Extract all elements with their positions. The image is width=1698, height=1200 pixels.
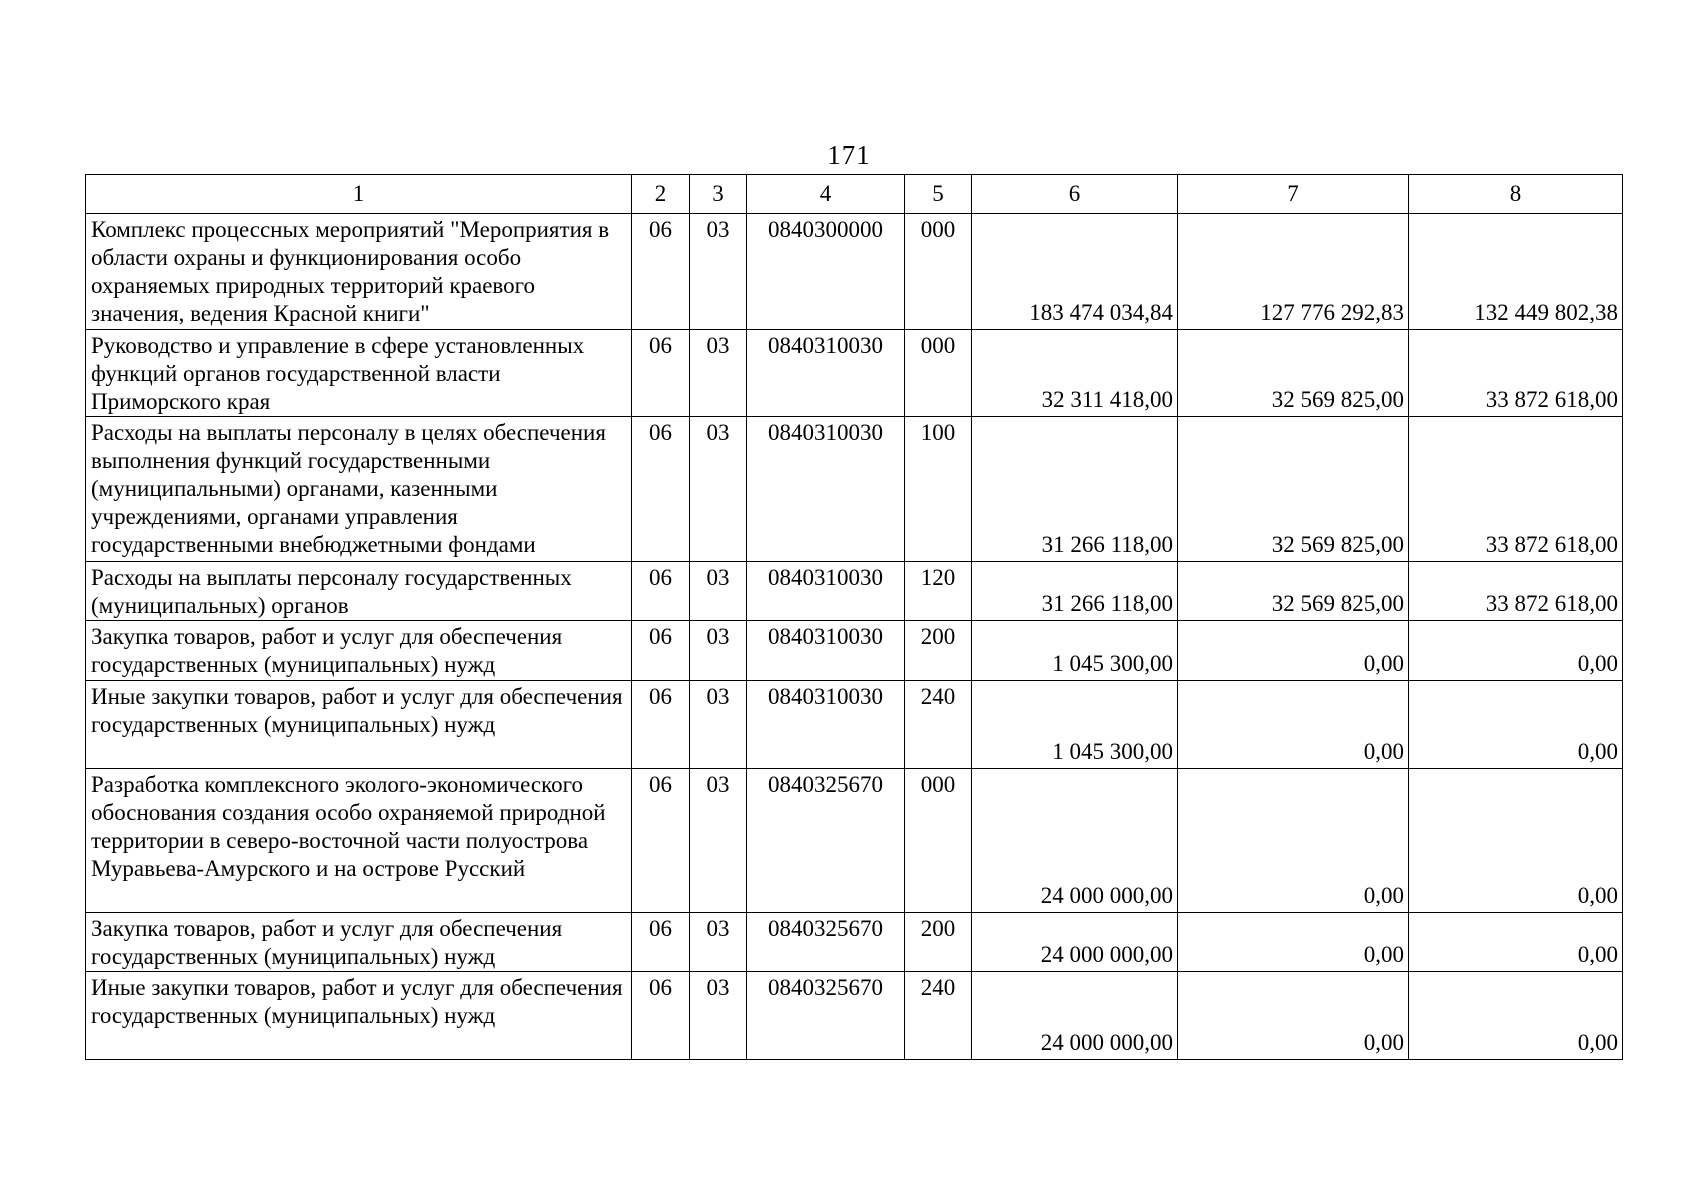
row-name: Расходы на выплаты персоналу в целях обеспечения выполнения функций государственными (муниципальными) органами, казенными учреждениями, органами управления государственными внебюджетными фондами [86, 417, 632, 562]
amount-col-8: 0,00 [1409, 972, 1623, 1060]
amount-col-8: 0,00 [1409, 913, 1623, 972]
amount-col-7: 127 776 292,83 [1178, 214, 1409, 330]
expense-type-code: 200 [905, 621, 972, 681]
row-name: Расходы на выплаты персоналу государственных (муниципальных) органов [86, 562, 632, 621]
amount-col-8: 0,00 [1409, 769, 1623, 913]
section-code: 06 [632, 562, 690, 621]
subsection-code: 03 [690, 417, 747, 562]
header-cell-5: 5 [905, 175, 972, 214]
amount-col-6: 24 000 000,00 [972, 769, 1178, 913]
subsection-code: 03 [690, 769, 747, 913]
table-row [86, 330, 1623, 417]
table-row [86, 214, 1623, 330]
header-cell-4: 4 [747, 175, 905, 214]
table-row [86, 972, 1623, 1060]
amount-col-7: 0,00 [1178, 913, 1409, 972]
subsection-code: 03 [690, 913, 747, 972]
amount-col-6: 31 266 118,00 [972, 417, 1178, 562]
amount-col-7: 32 569 825,00 [1178, 417, 1409, 562]
target-article-code: 0840310030 [747, 681, 905, 769]
section-code: 06 [632, 417, 690, 562]
expense-type-code: 000 [905, 214, 972, 330]
amount-col-6: 1 045 300,00 [972, 621, 1178, 681]
table-row [86, 417, 1623, 562]
subsection-code: 03 [690, 621, 747, 681]
target-article-code: 0840310030 [747, 621, 905, 681]
row-name: Руководство и управление в сфере установленных функций органов государственной власти Приморского края [86, 330, 632, 417]
table-row [86, 769, 1623, 913]
amount-col-7: 32 569 825,00 [1178, 330, 1409, 417]
amount-col-7: 0,00 [1178, 769, 1409, 913]
subsection-code: 03 [690, 562, 747, 621]
header-cell-7: 7 [1178, 175, 1409, 214]
amount-col-8: 33 872 618,00 [1409, 417, 1623, 562]
table-row [86, 562, 1623, 621]
target-article-code: 0840310030 [747, 330, 905, 417]
expense-type-code: 120 [905, 562, 972, 621]
section-code: 06 [632, 972, 690, 1060]
amount-col-8: 0,00 [1409, 681, 1623, 769]
target-article-code: 0840325670 [747, 769, 905, 913]
section-code: 06 [632, 621, 690, 681]
target-article-code: 0840310030 [747, 417, 905, 562]
amount-col-7: 0,00 [1178, 972, 1409, 1060]
row-name: Разработка комплексного эколого-экономического обоснования создания особо охраняемой природной территории в северо-восточной части полуострова Муравьева-Амурского и на острове Русский [86, 769, 632, 913]
amount-col-6: 24 000 000,00 [972, 972, 1178, 1060]
row-name: Комплекс процессных мероприятий "Мероприятия в области охраны и функционирования особо охраняемых природных территорий краевого значения, ведения Красной книги" [86, 214, 632, 330]
section-code: 06 [632, 330, 690, 417]
page-number: 171 [827, 140, 871, 170]
row-name: Иные закупки товаров, работ и услуг для обеспечения государственных (муниципальных) нужд [86, 972, 632, 1060]
expense-type-code: 000 [905, 769, 972, 913]
amount-col-6: 183 474 034,84 [972, 214, 1178, 330]
target-article-code: 0840310030 [747, 562, 905, 621]
amount-col-7: 0,00 [1178, 681, 1409, 769]
table-row [86, 681, 1623, 769]
table-row [86, 913, 1623, 972]
expense-type-code: 240 [905, 681, 972, 769]
expense-type-code: 200 [905, 913, 972, 972]
target-article-code: 0840325670 [747, 972, 905, 1060]
header-cell-1: 1 [86, 175, 632, 214]
amount-col-6: 1 045 300,00 [972, 681, 1178, 769]
amount-col-8: 0,00 [1409, 621, 1623, 681]
expense-type-code: 240 [905, 972, 972, 1060]
section-code: 06 [632, 913, 690, 972]
header-cell-2: 2 [632, 175, 690, 214]
section-code: 06 [632, 681, 690, 769]
amount-col-6: 32 311 418,00 [972, 330, 1178, 417]
subsection-code: 03 [690, 972, 747, 1060]
row-name: Закупка товаров, работ и услуг для обеспечения государственных (муниципальных) нужд [86, 621, 632, 681]
header-cell-6: 6 [972, 175, 1178, 214]
amount-col-6: 24 000 000,00 [972, 913, 1178, 972]
amount-col-8: 33 872 618,00 [1409, 330, 1623, 417]
amount-col-6: 31 266 118,00 [972, 562, 1178, 621]
expense-type-code: 000 [905, 330, 972, 417]
subsection-code: 03 [690, 330, 747, 417]
section-code: 06 [632, 769, 690, 913]
header-cell-8: 8 [1409, 175, 1623, 214]
target-article-code: 0840325670 [747, 913, 905, 972]
row-name: Иные закупки товаров, работ и услуг для обеспечения государственных (муниципальных) нужд [86, 681, 632, 769]
header-cell-3: 3 [690, 175, 747, 214]
amount-col-7: 0,00 [1178, 621, 1409, 681]
amount-col-7: 32 569 825,00 [1178, 562, 1409, 621]
target-article-code: 0840300000 [747, 214, 905, 330]
expense-type-code: 100 [905, 417, 972, 562]
budget-table [85, 174, 1623, 1060]
amount-col-8: 33 872 618,00 [1409, 562, 1623, 621]
table-row [86, 621, 1623, 681]
amount-col-8: 132 449 802,38 [1409, 214, 1623, 330]
section-code: 06 [632, 214, 690, 330]
subsection-code: 03 [690, 214, 747, 330]
row-name: Закупка товаров, работ и услуг для обеспечения государственных (муниципальных) нужд [86, 913, 632, 972]
header-row [86, 175, 1623, 214]
subsection-code: 03 [690, 681, 747, 769]
